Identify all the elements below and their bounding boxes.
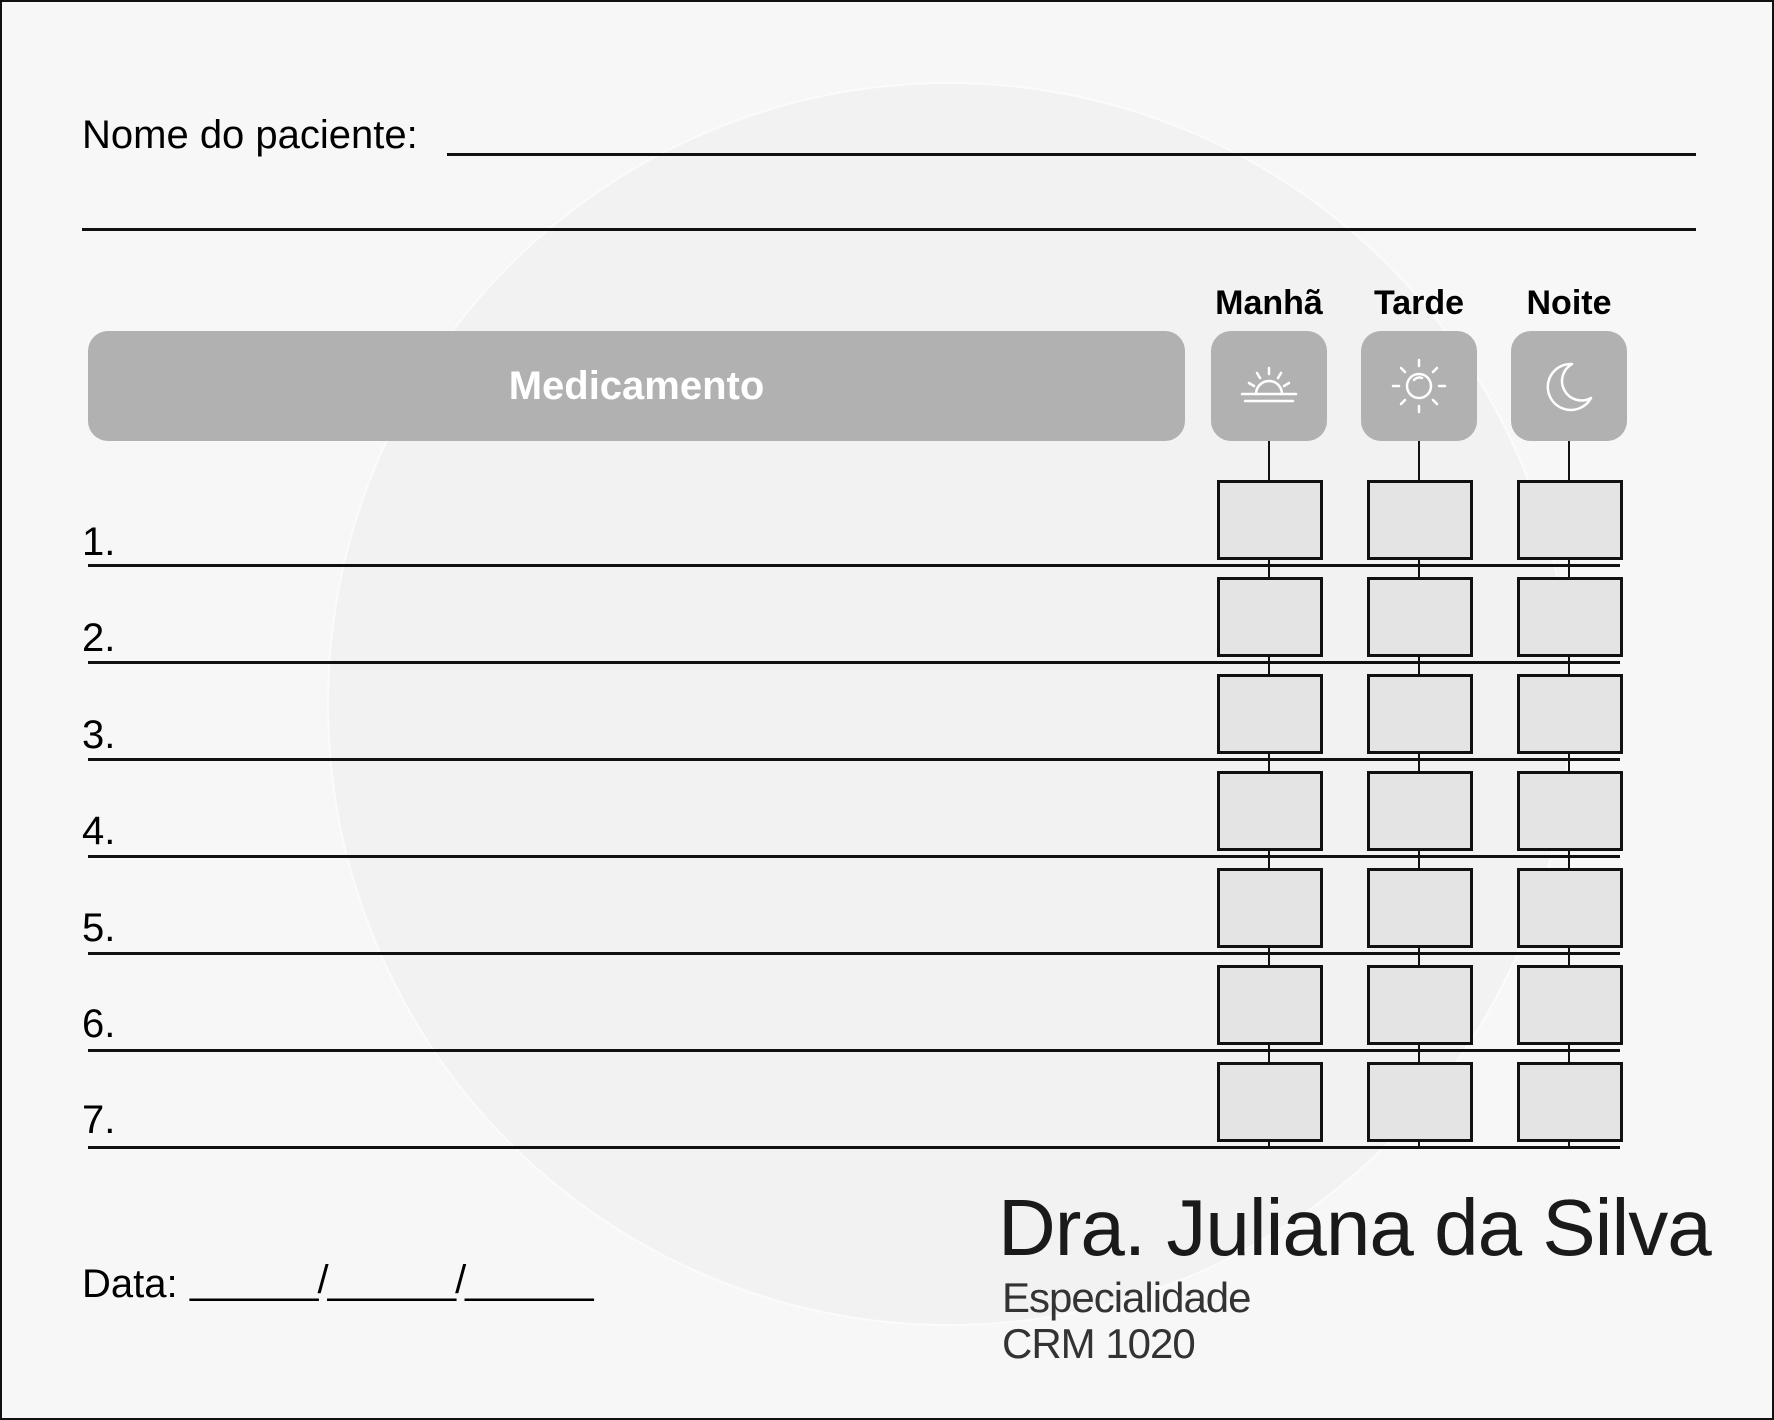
- medication-line-7[interactable]: [88, 1146, 1620, 1149]
- period-label-afternoon: Tarde: [1373, 284, 1465, 322]
- sunrise-icon: [1239, 356, 1299, 416]
- dose-checkbox-5-night[interactable]: [1517, 868, 1623, 948]
- row-number-3: 3.: [82, 713, 116, 757]
- dose-checkbox-2-night[interactable]: [1517, 577, 1623, 657]
- period-header-morning: [1211, 331, 1327, 441]
- medication-header: [88, 331, 1185, 441]
- row-number-2: 2.: [82, 616, 116, 660]
- period-header-afternoon: [1361, 331, 1477, 441]
- dose-checkbox-5-morning[interactable]: [1217, 868, 1323, 948]
- dose-checkbox-3-night[interactable]: [1517, 674, 1623, 754]
- doctor-name: Dra. Juliana da Silva: [998, 1183, 1711, 1272]
- medication-line-1[interactable]: [88, 564, 1620, 567]
- medication-line-6[interactable]: [88, 1049, 1620, 1052]
- dose-checkbox-1-morning[interactable]: [1217, 480, 1323, 560]
- period-label-night: Noite: [1526, 284, 1612, 322]
- medication-line-4[interactable]: [88, 855, 1620, 858]
- dose-checkbox-3-morning[interactable]: [1217, 674, 1323, 754]
- dose-checkbox-7-morning[interactable]: [1217, 1062, 1323, 1142]
- dose-checkbox-7-afternoon[interactable]: [1367, 1062, 1473, 1142]
- moon-icon: [1539, 356, 1599, 416]
- dose-checkbox-4-afternoon[interactable]: [1367, 771, 1473, 851]
- dose-checkbox-2-afternoon[interactable]: [1367, 577, 1473, 657]
- date-label: Data:: [82, 1262, 178, 1306]
- date-field[interactable]: ______/______/______: [190, 1258, 593, 1302]
- patient-name-label: Nome do paciente:: [82, 113, 418, 157]
- row-number-4: 4.: [82, 809, 116, 853]
- dose-checkbox-2-morning[interactable]: [1217, 577, 1323, 657]
- row-number-5: 5.: [82, 906, 116, 950]
- medication-line-2[interactable]: [88, 661, 1620, 664]
- sun-icon: [1389, 356, 1449, 416]
- period-header-night: [1511, 331, 1627, 441]
- dose-checkbox-6-afternoon[interactable]: [1367, 965, 1473, 1045]
- medication-line-3[interactable]: [88, 758, 1620, 761]
- dose-checkbox-6-night[interactable]: [1517, 965, 1623, 1045]
- medication-line-5[interactable]: [88, 952, 1620, 955]
- dose-checkbox-1-afternoon[interactable]: [1367, 480, 1473, 560]
- dose-checkbox-4-night[interactable]: [1517, 771, 1623, 851]
- row-number-1: 1.: [82, 520, 116, 564]
- row-number-7: 7.: [82, 1098, 116, 1142]
- patient-name-line-1[interactable]: [447, 153, 1696, 156]
- dose-checkbox-5-afternoon[interactable]: [1367, 868, 1473, 948]
- row-number-6: 6.: [82, 1002, 116, 1046]
- dose-checkbox-6-morning[interactable]: [1217, 965, 1323, 1045]
- period-label-morning: Manhã: [1215, 284, 1323, 322]
- doctor-crm: CRM 1020: [1002, 1320, 1195, 1367]
- dose-checkbox-3-afternoon[interactable]: [1367, 674, 1473, 754]
- dose-checkbox-7-night[interactable]: [1517, 1062, 1623, 1142]
- dose-checkbox-4-morning[interactable]: [1217, 771, 1323, 851]
- doctor-specialty: Especialidade: [1002, 1274, 1251, 1321]
- patient-name-line-2[interactable]: [82, 228, 1696, 231]
- medication-header-label: Medicamento: [508, 363, 765, 408]
- dose-checkbox-1-night[interactable]: [1517, 480, 1623, 560]
